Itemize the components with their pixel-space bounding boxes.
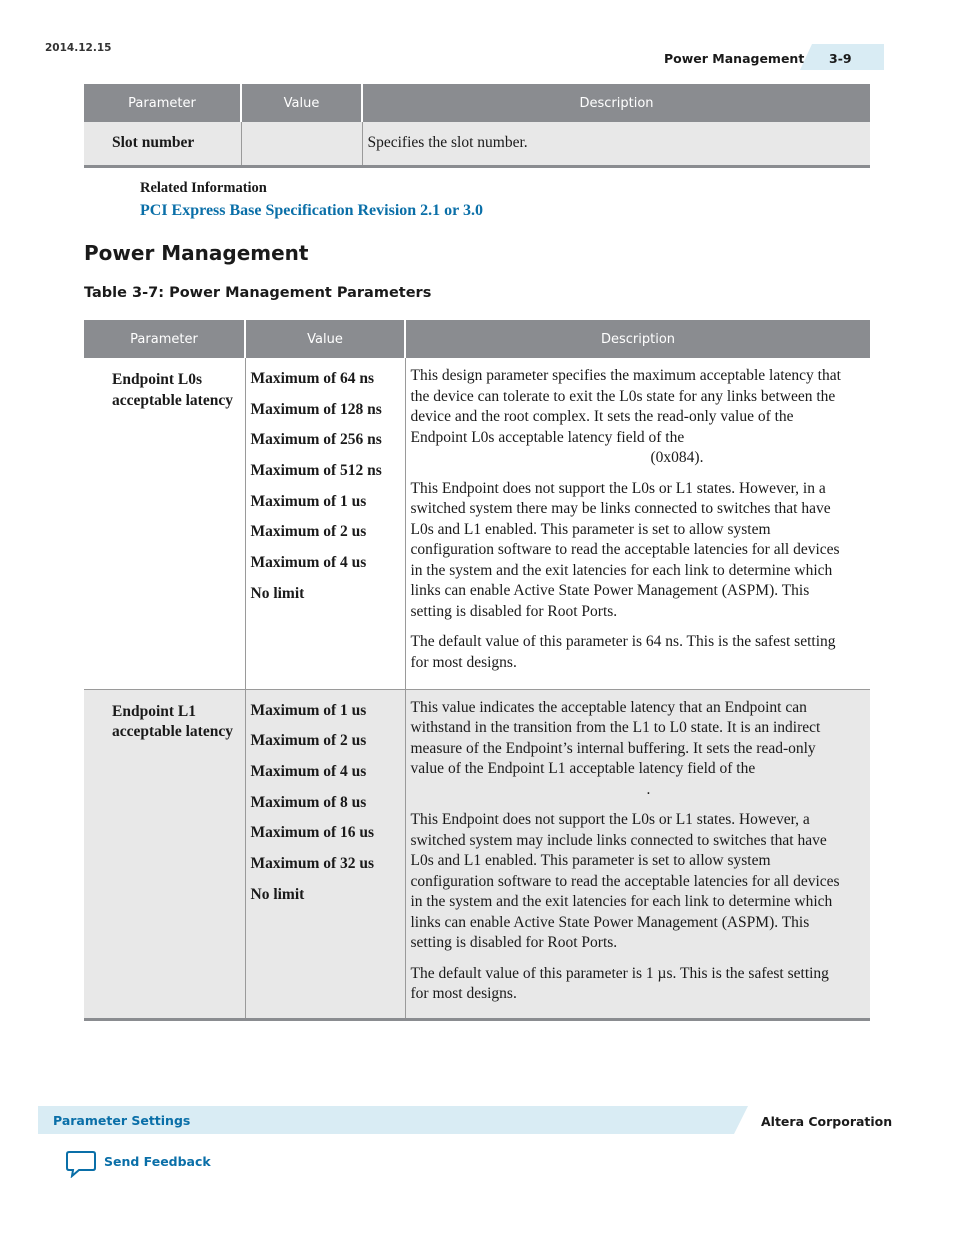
value-option: Maximum of 512 ns <box>250 462 382 480</box>
value-option: Maximum of 256 ns <box>250 431 382 449</box>
send-feedback-link[interactable]: Send Feedback <box>104 1154 211 1169</box>
value-option: Maximum of 1 us <box>250 492 367 510</box>
description-paragraph: The default value of this parameter is 1 µs. This is the safest setting for most designs. <box>410 964 829 1002</box>
param-description <box>405 689 870 1019</box>
header-section-title: Power Management <box>664 51 805 66</box>
value-option: Maximum of 2 us <box>250 732 367 750</box>
column-header-description: Description <box>362 84 870 122</box>
description-paragraph: This Endpoint does not support the L0s or L1 states. However, in a switched system there may be links connected to switches that have L0s and L1 enabled. This parameter is set to allow system configuration software to read the acceptable latencies for all devices in the system and the exit latencies for each link to determine which links can enable Active State Power Management (ASPM). This setting is disabled for Root Ports. <box>410 479 840 620</box>
table-caption: Table 3-7: Power Management Parameters <box>84 285 432 301</box>
value-option: No limit <box>250 584 305 602</box>
related-info-title: Related Information <box>140 180 267 196</box>
slot-number-table <box>84 84 870 168</box>
column-header-parameter: Parameter <box>84 320 245 358</box>
footer-company: Altera Corporation <box>761 1114 893 1129</box>
value-option: Maximum of 64 ns <box>250 370 375 387</box>
value-option: Maximum of 32 us <box>250 854 375 872</box>
description-text: . <box>646 780 651 798</box>
section-heading: Power Management <box>84 241 309 265</box>
power-management-table <box>84 320 870 1021</box>
value-option: Maximum of 8 us <box>250 793 367 811</box>
param-name: Endpoint L1 acceptable latency <box>84 689 245 1019</box>
value-option: Maximum of 16 us <box>250 824 375 842</box>
pcie-spec-link[interactable]: PCI Express Base Specification Revision 2.1 or 3.0 <box>140 202 483 219</box>
description-text: This value indicates the acceptable latency that an Endpoint can withstand in the transition from the L1 to L0 state. It is an indirect measure of the Endpoint’s internal buffering. It sets the read-only value of the Endpoint L1 acceptable latency field of the <box>410 698 821 777</box>
value-option: Maximum of 1 us <box>250 701 367 719</box>
value-option: No limit <box>250 885 305 903</box>
value-option: Maximum of 2 us <box>250 523 367 541</box>
description-paragraph: The default value of this parameter is 64 ns. This is the safest setting for most designs. <box>410 633 836 671</box>
param-description: Specifies the slot number. <box>362 122 870 167</box>
param-values <box>245 358 405 689</box>
param-name: Endpoint L0s acceptable latency <box>84 358 245 689</box>
value-option: Maximum of 4 us <box>250 554 367 572</box>
description-paragraph <box>411 698 843 801</box>
column-header-parameter: Parameter <box>84 84 241 122</box>
param-values <box>245 689 405 1019</box>
description-paragraph <box>411 366 843 469</box>
value-option: Maximum of 128 ns <box>250 400 382 418</box>
table-row <box>84 689 870 1019</box>
column-header-description: Description <box>405 320 870 358</box>
description-paragraph: This Endpoint does not support the L0s or L1 states. However, a switched system may include links connected to switches that have L0s and L1 enabled. This parameter is set to allow system configuration software to read the acceptable latencies for all devices in the system and the exit latencies for each link to determine which links can enable Active State Power Management (ASPM). This setting is disabled for Root Ports. <box>410 811 840 951</box>
table-row <box>84 122 870 167</box>
table-row <box>84 358 870 689</box>
description-text: This design parameter specifies the maximum acceptable latency that the device can tolerate to exit the L0s state for any links between the device and the root complex. It sets the read-only value of the Endpoint L0s acceptable latency field of the <box>410 367 841 446</box>
param-description <box>405 358 870 689</box>
column-header-value: Value <box>245 320 405 358</box>
param-value <box>241 122 362 167</box>
description-text: (0x084). <box>650 449 704 466</box>
header-page-number: 3-9 <box>829 51 852 66</box>
column-header-value: Value <box>241 84 362 122</box>
param-name: Slot number <box>84 122 241 167</box>
header-date: 2014.12.15 <box>45 42 112 54</box>
feedback-icon[interactable] <box>66 1150 96 1178</box>
footer-chapter-link[interactable]: Parameter Settings <box>53 1113 191 1128</box>
value-option: Maximum of 4 us <box>250 762 367 780</box>
